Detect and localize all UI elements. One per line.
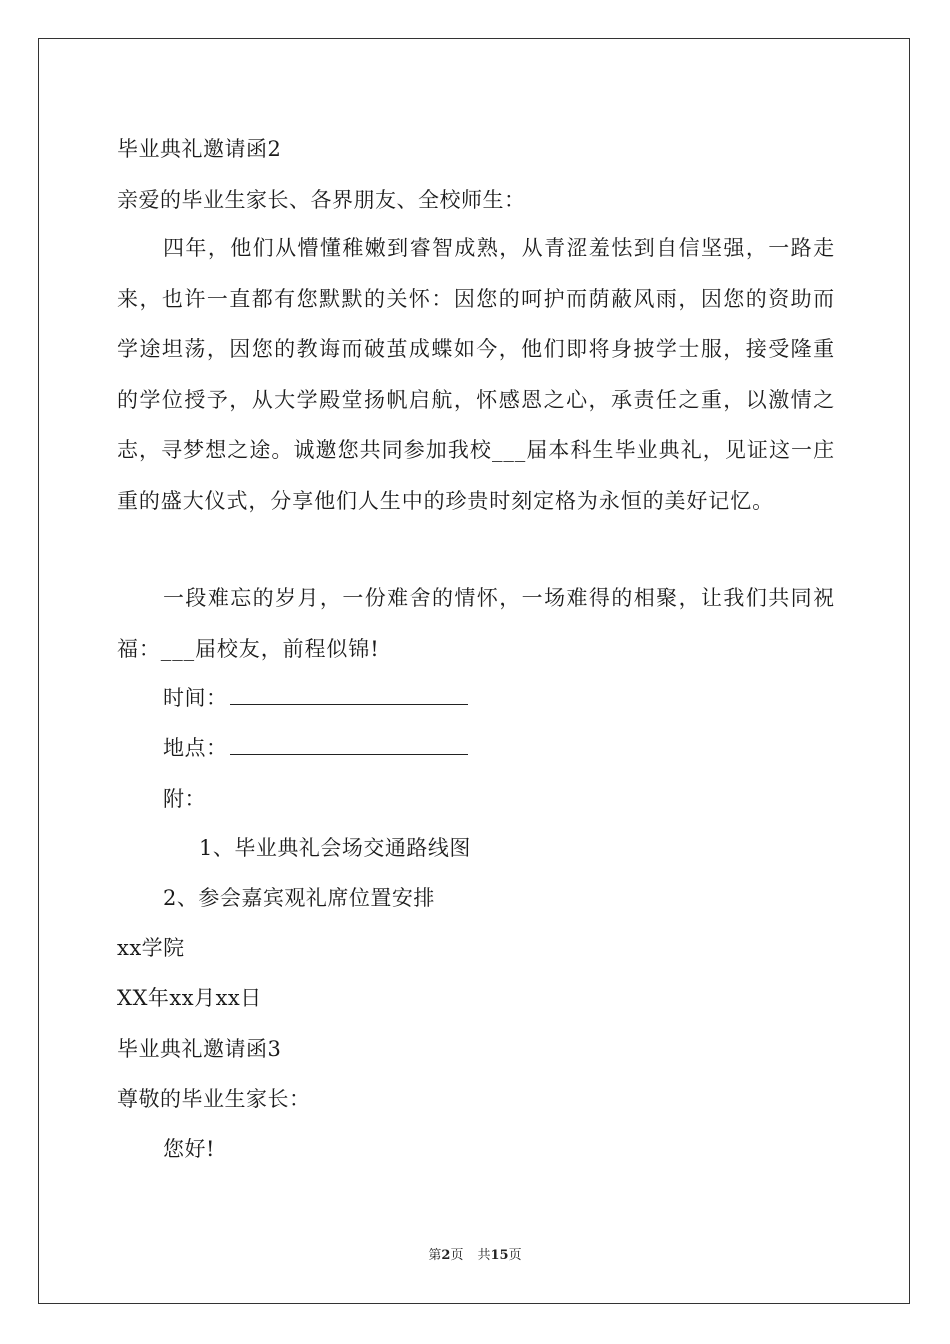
time-row <box>163 684 468 712</box>
page-footer <box>0 1247 950 1265</box>
total-pages-number: 15 <box>490 1248 509 1263</box>
place-blank <box>230 736 468 755</box>
body-paragraph-2: 一段难忘的岁月，一份难舍的情怀，一场难得的相聚，让我们共同祝福：___届校友，前程似锦! <box>117 586 835 661</box>
attachment-label: 附： <box>163 787 206 811</box>
footer-total-prefix: 共 <box>477 1248 491 1263</box>
date: XX年xx月xx日 <box>117 986 262 1010</box>
letter-title-2: 毕业典礼邀请函2 <box>117 137 282 161</box>
current-page-number: 2 <box>441 1248 451 1263</box>
attachment-item-2: 2、参会嘉宾观礼席位置安排 <box>163 886 435 910</box>
footer-prefix: 第 <box>428 1248 442 1263</box>
attachment-item-1: 1、毕业典礼会场交通路线图 <box>199 836 471 860</box>
letter-title-3: 毕业典礼邀请函3 <box>117 1037 282 1061</box>
place-label: 地点： <box>163 736 228 760</box>
time-blank <box>230 686 468 705</box>
footer-total-suffix: 页 <box>508 1248 522 1263</box>
body-paragraph-1: 四年，他们从懵懂稚嫩到睿智成熟，从青涩羞怯到自信坚强，一路走来，也许一直都有您默默的关怀：因您的呵护而荫蔽风雨，因您的资助而学途坦荡，因您的教诲而破茧成蝶如今，他们即将身披学士服，接受隆重的学位授予，从大学殿堂扬帆启航，怀感恩之心，承责任之重，以激情之志，寻梦想之途。诚邀您共同参加我校___届本科生毕业典礼，见证这一庄重的盛大仪式，分享他们人生中的珍贵时刻定格为永恒的美好记忆。 <box>117 236 835 513</box>
organization: xx学院 <box>117 936 185 960</box>
salutation-1: 亲爱的毕业生家长、各界朋友、全校师生： <box>117 188 526 212</box>
greeting: 您好! <box>163 1137 215 1161</box>
footer-page-suffix: 页 <box>450 1248 464 1263</box>
time-label: 时间： <box>163 686 228 710</box>
place-row <box>163 734 468 762</box>
salutation-2: 尊敬的毕业生家长： <box>117 1087 311 1111</box>
